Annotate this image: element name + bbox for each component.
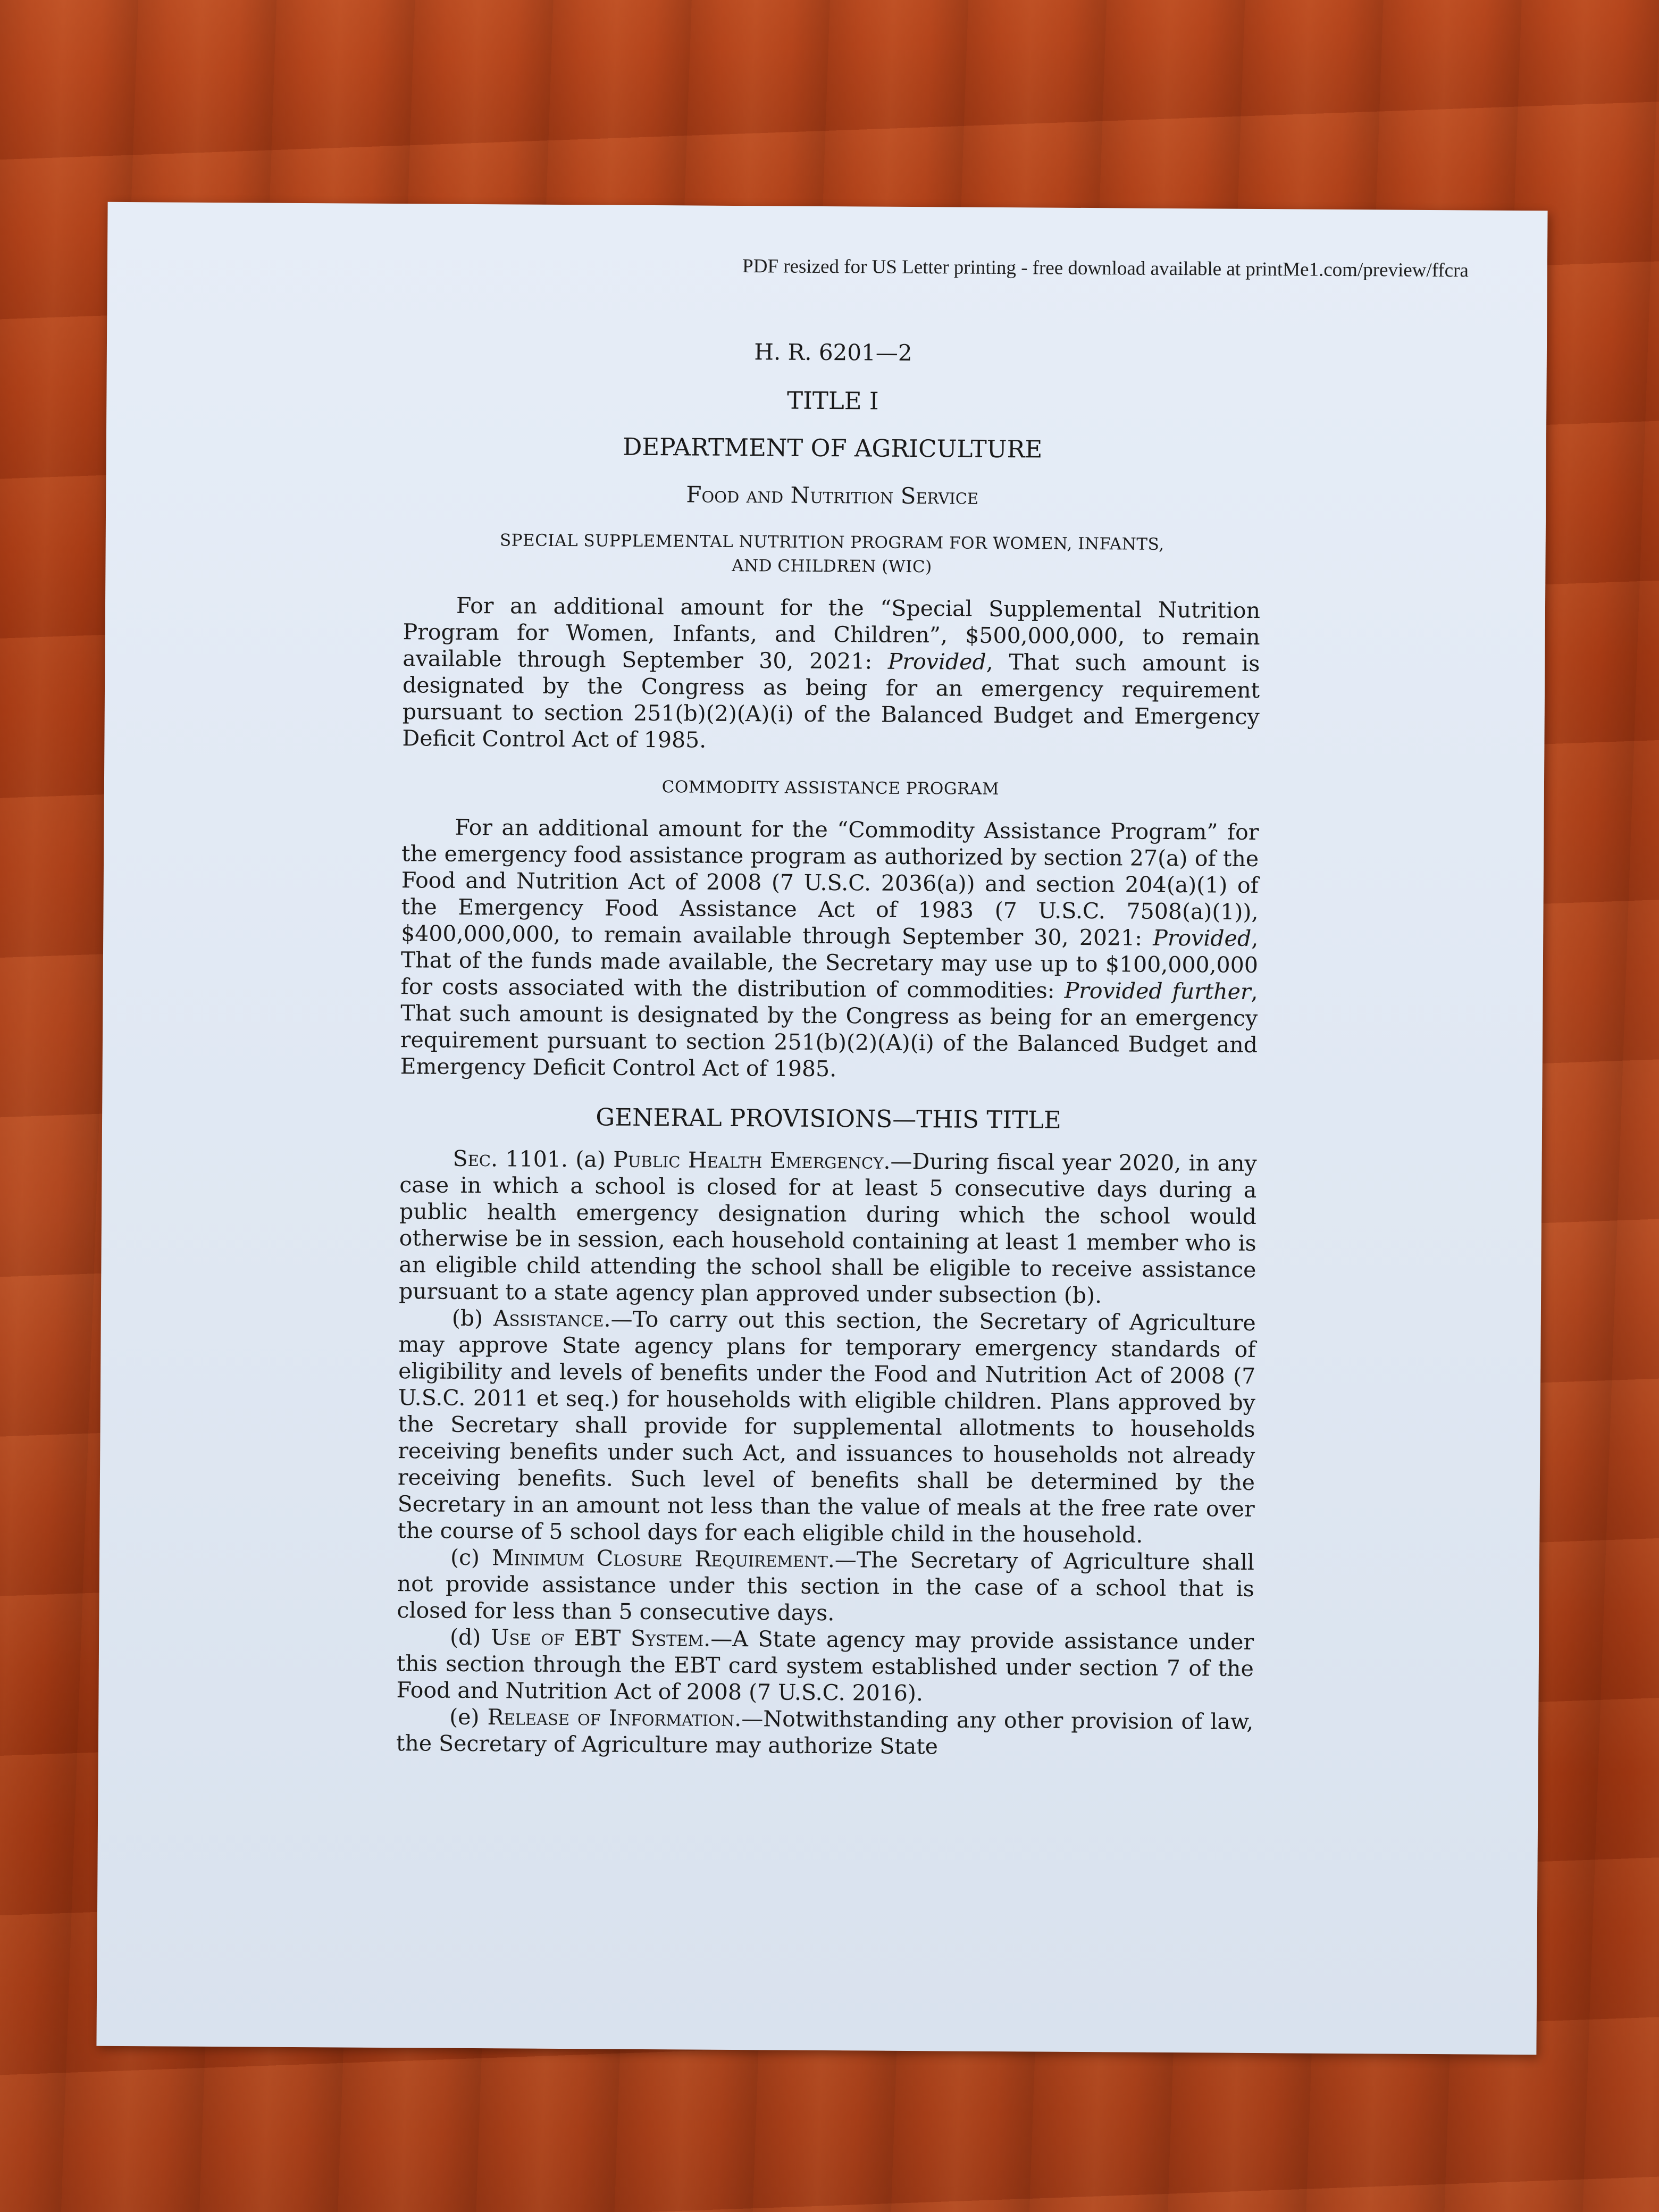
commodity-paragraph (400, 814, 1259, 1085)
subsection-b (397, 1304, 1256, 1549)
commodity-heading: COMMODITY ASSISTANCE PROGRAM (661, 777, 1000, 799)
subsection-c (397, 1544, 1254, 1629)
document-body (396, 337, 1262, 1762)
subsection-a-label: (a) (567, 1146, 614, 1172)
wic-italic: Provided (887, 648, 986, 675)
subsection-e-title: Release of Information. (487, 1704, 742, 1731)
subsection-d (396, 1623, 1254, 1708)
subsection-d-label: (d) (449, 1624, 491, 1650)
subsection-b-text: —To carry out this section, the Secretary of Agriculture may approve State agency plans for temporary emergency standards of eligibility and levels of benefits under the Food and Nutrition Act of 2008 (7 U.S.C. 2011 et seq.) for households with eligible children. Plans approved by the Secretary shall provide for supplemental allotments to households receiving benefits under such Act, and issuances to households not already receiving benefits. Such level of benefits shall be determined by the Secretary in an amount not less than the value of meals at the free rate over the course of 5 school days for each eligible child in the household. (397, 1306, 1256, 1548)
wic-paragraph (402, 592, 1260, 757)
wic-text-a: For an additional amount for the “Special Supplemental Nutrition Program for Women, Infants, and Children”, $500,000,000, to remain available through September 30, 2021: (403, 592, 1261, 674)
subsection-e (396, 1703, 1254, 1762)
commodity-text-c: , That such amount is designated by the Congress as being for an emergency requirement pursuant to section 251(b)(2)(A)(i) of the Balanced Budget and Emergency Deficit Control Act of 1985. (400, 978, 1258, 1082)
wic-heading-line1: SPECIAL SUPPLEMENTAL NUTRITION PROGRAM FOR WOMEN, INFANTS, (499, 531, 1164, 554)
service-heading: Food and Nutrition Service (686, 481, 979, 509)
commodity-text-a: For an additional amount for the “Commodity Assistance Program” for the emergency food assistance program as authorized by section 27(a) of the Food and Nutrition Act of 2008 (7 U.S.C. 2036(a)) and section 204(a)(1) of the Emergency Food Assistance Act of 1983 (7 U.S.C. 7508(a)(1)), $400,000,000, to remain available through September 30, 2021: (401, 814, 1259, 951)
subsection-d-text: —A State agency may provide assistance under this section through the EBT card system established under section 7 of the Food and Nutrition Act of 2008 (7 U.S.C. 2016). (396, 1626, 1254, 1706)
print-header-note: PDF resized for US Letter printing - free download available at printMe1.com/preview/ffcra (742, 255, 1469, 282)
subsection-c-label: (c) (450, 1544, 492, 1571)
commodity-text-b: , That of the funds made available, the Secretary may use up to $100,000,000 for costs associated with the distribution of commodities: (400, 925, 1259, 1003)
commodity-italic-2: Provided further (1064, 977, 1251, 1004)
title-number: TITLE I (786, 386, 879, 415)
section-number: Sec. 1101. (453, 1145, 568, 1172)
subsection-a (399, 1145, 1257, 1310)
wic-heading-line2: AND CHILDREN (WIC) (732, 556, 932, 577)
bill-id: H. R. 6201—2 (754, 339, 912, 366)
general-provisions-heading: GENERAL PROVISIONS—THIS TITLE (596, 1103, 1062, 1134)
paper-sheet (96, 202, 1547, 2055)
subsection-d-title: Use of EBT System. (490, 1624, 711, 1652)
subsection-a-text: —During fiscal year 2020, in any case in which a school is closed for at least 5 consecutive days during a public health emergency designation during which the school would otherwise be in session, each household containing at least 1 member who is an eligible child attending the school shall be eligible to receive assistance pursuant to a state agency plan approved under subsection (b). (398, 1148, 1257, 1309)
subsection-c-text: —The Secretary of Agriculture shall not provide assistance under this section in the case of a school that is closed for less than 5 consecutive days. (397, 1546, 1255, 1626)
subsection-e-label: (e) (449, 1704, 488, 1730)
subsection-e-text: —Notwithstanding any other provision of law, the Secretary of Agriculture may authorize State (396, 1705, 1254, 1759)
department-heading: DEPARTMENT OF AGRICULTURE (623, 432, 1043, 464)
subsection-b-label: (b) (451, 1305, 494, 1331)
subsection-a-title: Public Health Emergency. (613, 1146, 891, 1174)
wic-text-b: , That such amount is designated by the Congress as being for an emergency requirement pursuant to section 251(b)(2)(A)(i) of the Balanced Budget and Emergency Deficit Control Act of 1985. (402, 649, 1260, 753)
subsection-b-title: Assistance. (493, 1305, 611, 1332)
wic-heading (403, 528, 1261, 581)
commodity-italic-1: Provided (1153, 925, 1252, 951)
subsection-c-title: Minimum Closure Requirement. (491, 1545, 835, 1572)
